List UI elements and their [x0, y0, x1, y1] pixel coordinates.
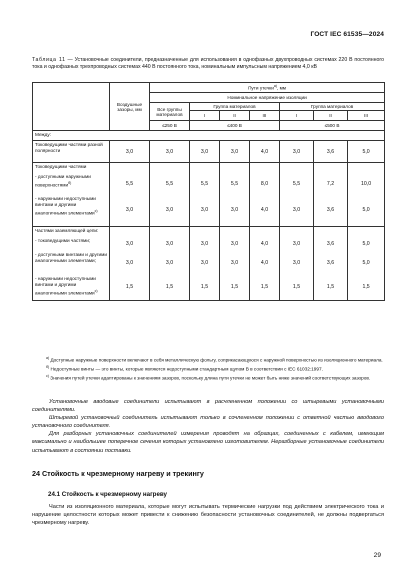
th-g1-iii: III	[250, 111, 280, 121]
body-paragraph: Штыревой установочный соединитель испытывают только в сочлененном положении с ответной частью вводового установочного соединителя.	[32, 415, 384, 430]
table-row: - токоведущими частями; 3,0 3,0 3,0 3,0 4,0 3,0 3,6 5,0	[33, 237, 385, 251]
page-number: 29	[373, 552, 381, 559]
th-v3: ≤500 В	[280, 121, 385, 131]
th-voltage: Номинальное напряжение изоляции	[150, 93, 385, 103]
th-g1-i: I	[190, 111, 220, 121]
clearance-table	[32, 82, 385, 301]
footnote: $^{а)}$ Доступные наружные поверхности включают в себя металлическую фольгу, соприкасающуюся с наружной поверхностью из изоляционного материала.	[46, 356, 383, 363]
body-paragraph: Установочные вводовые соединители испытывают в расчлененном положении со штыревыми установочными соединителями.	[32, 399, 384, 414]
subsection-heading: 24.1 Стойкость к чрезмерному нагреву	[48, 491, 167, 498]
body-text	[32, 398, 384, 455]
th-v1: ≤250 В	[150, 121, 190, 131]
table-row: Токоведущими частями	[33, 163, 385, 173]
table-row: - наружными недоступными винтами и другими аналогичными элементами$^{с)}$ 3,0 3,0 3,0 3,0 4,0 3,0 3,6 5,0	[33, 195, 385, 227]
th-v2: ≤400 В	[190, 121, 280, 131]
table-row: Частями заземляющей цепи:	[33, 227, 385, 237]
table-caption-text: — Установочные соединители, предназначенные для использования в однофазных двухпроводных системах 220 В постоянного тока и однофазных трехпроводных системах 440 В постоянного тока, номинальным импульсным напряжением 4,0 кВ	[32, 57, 384, 71]
th-g1-ii: II	[220, 111, 250, 121]
standard-header: ГОСТ IEC 61535—2024	[310, 31, 384, 38]
section-paragraph: Части из изоляционного материала, которые могут испытывать термические нагрузки под действием электрического тока и нарушение целостности которых может привести к снижению безопасности установочных соединителей, не должны подвергаться чрезмерному нагреву.	[32, 504, 384, 527]
th-clearance: Воздушные зазоры, мм	[110, 83, 150, 131]
table-row-between: Между:	[33, 131, 385, 141]
th-g2-iii: III	[348, 111, 385, 121]
table-row: Токоведущими частями разной полярности 3,0 3,0 3,0 3,0 4,0 3,0 3,6 5,0	[33, 141, 385, 163]
footnote: $^{б)}$ Недоступные винты — это винты, которые являются недоступными стандартным щупом В в соответствии с IEC 61032:1997.	[46, 364, 323, 372]
th-creepage: Пути утечки$^{а)}$, мм	[150, 83, 385, 93]
section-heading: 24 Стойкость к чрезмерному нагреву и трекингу	[32, 469, 204, 478]
table-row: - доступными винтами и другими аналогичными элементами; 3,0 3,0 3,0 3,0 4,0 3,0 3,6 5,0	[33, 251, 385, 275]
th-g2-ii: II	[314, 111, 348, 121]
th-group-2: Группа материалов	[280, 103, 385, 111]
footnote: $^{с)}$ Значения путей утечки адаптированы к значениям зазоров, поскольку длина пути утечки не может быть ниже значений соответствующих зазоров.	[46, 373, 371, 381]
table-caption	[32, 57, 384, 71]
th-g2-i: I	[280, 111, 314, 121]
body-paragraph: Для разборных установочных соединителей измерения проводят на образцах, соединенных с кабелем, имеющим максимально и наибольшее поперечное сечения которых установлено изготовителем. Неразборные установочные соединители испытывают в состоянии поставки.	[32, 431, 384, 454]
table-footnotes	[32, 355, 384, 382]
th-group-1: Группа материалов	[190, 103, 280, 111]
table-row: - доступными наружными поверхностями$^{б)}$ 5,5 5,5 5,5 5,5 8,0 5,5 7,2 10,0	[33, 173, 385, 195]
th-empty	[33, 83, 110, 131]
table-caption-label: Таблица 11	[32, 57, 66, 63]
table-row: - наружными недоступными винтами и другими аналогичными элементами$^{с)}$ 1,5 1,5 1,5 1,5 1,5 1,5 1,5 1,5	[33, 275, 385, 301]
th-all-groups: Все группы материалов	[150, 103, 190, 121]
